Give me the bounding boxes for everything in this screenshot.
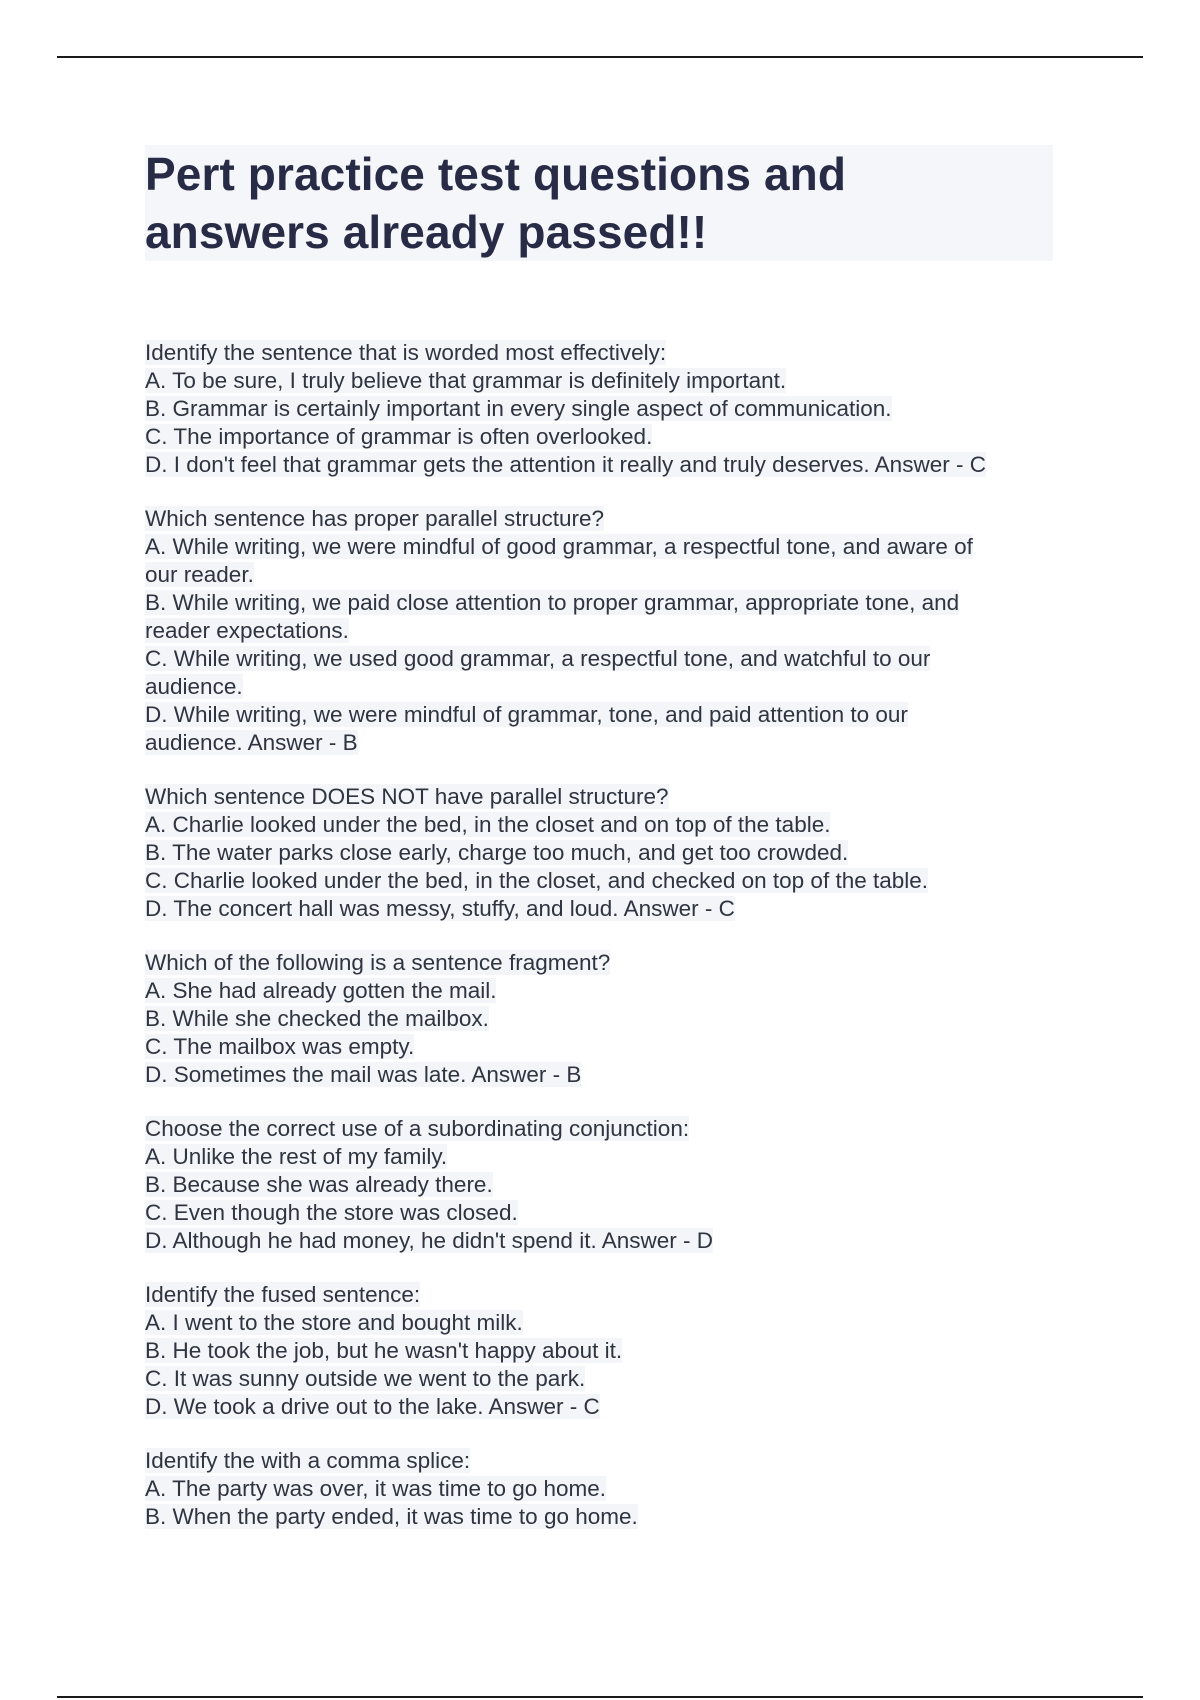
line-text: A. Charlie looked under the bed, in the closet and on top of the table.	[145, 812, 831, 837]
line-text: Identify the with a comma splice:	[145, 1448, 471, 1473]
answer-option	[145, 451, 1065, 479]
line-text: A. To be sure, I truly believe that grammar is definitely important.	[145, 368, 787, 393]
line-text: A. Unlike the rest of my family.	[145, 1144, 448, 1169]
answer-option	[145, 1337, 1065, 1365]
line-text: reader expectations.	[145, 618, 349, 643]
answer-option	[145, 1365, 1065, 1393]
questions-list	[145, 339, 1065, 1557]
answer-option	[145, 701, 1065, 729]
question-prompt	[145, 505, 1065, 533]
line-text: A. The party was over, it was time to go home.	[145, 1476, 607, 1501]
line-text: A. She had already gotten the mail.	[145, 978, 497, 1003]
answer-option	[145, 367, 1065, 395]
title-line-2: answers already passed!!	[145, 206, 708, 258]
bottom-rule	[57, 1696, 1143, 1698]
answer-option	[145, 1171, 1065, 1199]
line-text: A. While writing, we were mindful of good grammar, a respectful tone, and aware of	[145, 534, 973, 559]
answer-option	[145, 1309, 1065, 1337]
title-line-1: Pert practice test questions and	[145, 148, 847, 200]
question-block	[145, 1447, 1065, 1531]
answer-option	[145, 1033, 1065, 1061]
question-block	[145, 783, 1065, 923]
answer-option	[145, 1475, 1065, 1503]
answer-option	[145, 1393, 1065, 1421]
answer-option	[145, 533, 1065, 561]
line-text: D. Although he had money, he didn't spend it. Answer - D	[145, 1228, 713, 1253]
answer-option	[145, 729, 1065, 757]
line-text: D. The concert hall was messy, stuffy, and loud. Answer - C	[145, 896, 735, 921]
answer-option	[145, 617, 1065, 645]
question-prompt	[145, 1447, 1065, 1475]
question-block	[145, 949, 1065, 1089]
line-text: audience. Answer - B	[145, 730, 358, 755]
line-text: B. Grammar is certainly important in every single aspect of communication.	[145, 396, 892, 421]
line-text: D. We took a drive out to the lake. Answer - C	[145, 1394, 600, 1419]
question-block	[145, 1281, 1065, 1421]
answer-option	[145, 867, 1065, 895]
line-text: B. While writing, we paid close attention to proper grammar, appropriate tone, and	[145, 590, 960, 615]
line-text: Choose the correct use of a subordinating conjunction:	[145, 1116, 690, 1141]
line-text: A. I went to the store and bought milk.	[145, 1310, 523, 1335]
answer-option	[145, 1061, 1065, 1089]
line-text: D. Sometimes the mail was late. Answer - B	[145, 1062, 582, 1087]
answer-option	[145, 1227, 1065, 1255]
question-prompt	[145, 949, 1065, 977]
answer-option	[145, 395, 1065, 423]
question-block	[145, 1115, 1065, 1255]
line-text: C. Even though the store was closed.	[145, 1200, 518, 1225]
line-text: Identify the sentence that is worded most effectively:	[145, 340, 667, 365]
line-text: Which sentence DOES NOT have parallel structure?	[145, 784, 669, 809]
question-block	[145, 339, 1065, 479]
question-block	[145, 505, 1065, 757]
answer-option	[145, 645, 1065, 673]
line-text: C. Charlie looked under the bed, in the closet, and checked on top of the table.	[145, 868, 929, 893]
answer-option	[145, 1143, 1065, 1171]
line-text: B. He took the job, but he wasn't happy about it.	[145, 1338, 623, 1363]
line-text: B. While she checked the mailbox.	[145, 1006, 489, 1031]
line-text: C. While writing, we used good grammar, a respectful tone, and watchful to our	[145, 646, 931, 671]
question-prompt	[145, 1281, 1065, 1309]
answer-option	[145, 811, 1065, 839]
line-text: C. The mailbox was empty.	[145, 1034, 415, 1059]
question-prompt	[145, 339, 1065, 367]
answer-option	[145, 589, 1065, 617]
line-text: Which sentence has proper parallel structure?	[145, 506, 604, 531]
question-prompt	[145, 783, 1065, 811]
answer-option	[145, 423, 1065, 451]
line-text: C. The importance of grammar is often overlooked.	[145, 424, 653, 449]
answer-option	[145, 673, 1065, 701]
title-block	[145, 145, 1053, 261]
question-prompt	[145, 1115, 1065, 1143]
line-text: audience.	[145, 674, 243, 699]
line-text: D. I don't feel that grammar gets the attention it really and truly deserves. Answer - C	[145, 452, 986, 477]
line-text: Which of the following is a sentence fragment?	[145, 950, 611, 975]
page-title	[145, 145, 1053, 261]
line-text: Identify the fused sentence:	[145, 1282, 421, 1307]
line-text: our reader.	[145, 562, 254, 587]
line-text: B. When the party ended, it was time to go home.	[145, 1504, 638, 1529]
answer-option	[145, 895, 1065, 923]
answer-option	[145, 977, 1065, 1005]
answer-option	[145, 839, 1065, 867]
answer-option	[145, 1503, 1065, 1531]
line-text: D. While writing, we were mindful of grammar, tone, and paid attention to our	[145, 702, 908, 727]
line-text: B. Because she was already there.	[145, 1172, 493, 1197]
answer-option	[145, 1199, 1065, 1227]
line-text: C. It was sunny outside we went to the park.	[145, 1366, 586, 1391]
answer-option	[145, 561, 1065, 589]
top-rule	[57, 56, 1143, 58]
line-text: B. The water parks close early, charge too much, and get too crowded.	[145, 840, 849, 865]
answer-option	[145, 1005, 1065, 1033]
